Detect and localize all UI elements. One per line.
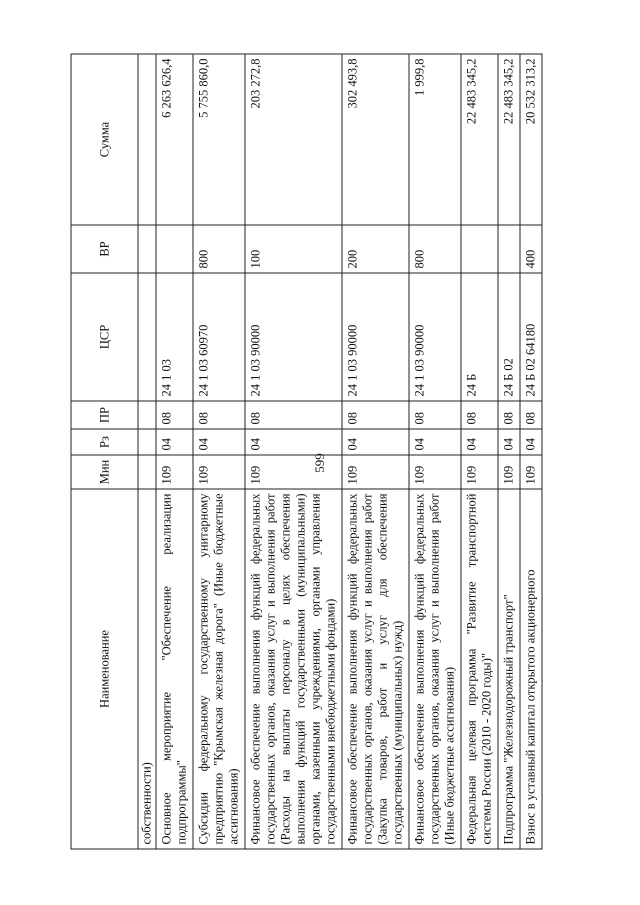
row-name: Федеральная целевая программа "Развитие транспортной системы России (2010 - 2020 годы)" — [461, 489, 498, 849]
row-sum: 6 263 626,4 — [156, 54, 193, 225]
row-vr: 200 — [342, 225, 409, 273]
row-name: Финансовое обеспечение выполнения функций федеральных государственных органов, оказания услуг и выполнения работ (Расходы на выплаты персоналу в целях обеспечения выполнения функций государственными (муниципальными) органами, казенными учреждениями, органами управления государственными внебюджетными фондами) — [245, 489, 342, 849]
row-pr: 08 — [245, 401, 342, 429]
row-cel: 24 1 03 90000 — [342, 273, 409, 401]
table-row — [245, 54, 342, 849]
row-vr — [461, 225, 498, 273]
row-cel: 24 1 03 90000 — [245, 273, 342, 401]
row-pr: 08 — [520, 401, 542, 429]
row-sum: 302 493,8 — [342, 54, 409, 225]
header-cel: ЦСР — [71, 273, 138, 401]
row-min: 109 — [461, 455, 498, 489]
row-vr — [498, 225, 520, 273]
row-pr: 08 — [461, 401, 498, 429]
row-rz: 04 — [193, 429, 245, 455]
row-cel: 24 Б — [461, 273, 498, 401]
row-rz: 04 — [245, 429, 342, 455]
row-min: 109 — [245, 455, 342, 489]
row-rz: 04 — [342, 429, 409, 455]
row-name: Финансовое обеспечение выполнения функций федеральных государственных органов, оказания услуг и выполнения работ (Закупка товаров, работ и услуг для обеспечения государственных (муниципальных) нужд) — [342, 489, 409, 849]
row-min: 109 — [193, 455, 245, 489]
row-vr: 400 — [520, 225, 542, 273]
header-vr: ВР — [71, 225, 138, 273]
row-cel: 24 Б 02 — [498, 273, 520, 401]
row-vr: 100 — [245, 225, 342, 273]
table-row — [520, 54, 542, 849]
carry-over-row — [138, 54, 156, 849]
row-name: Основное мероприятие "Обеспечение реализации подпрограммы" — [156, 489, 193, 849]
table-row — [342, 54, 409, 849]
header-min: Мин — [71, 455, 138, 489]
row-min: 109 — [409, 455, 461, 489]
table-row — [498, 54, 520, 849]
row-sum: 22 483 345,2 — [498, 54, 520, 225]
row-vr: 800 — [409, 225, 461, 273]
row-rz: 04 — [156, 429, 193, 455]
budget-table — [71, 54, 543, 850]
row-rz: 04 — [461, 429, 498, 455]
row-sum: 1 999,8 — [409, 54, 461, 225]
row-sum: 22 483 345,2 — [461, 54, 498, 225]
row-pr: 08 — [342, 401, 409, 429]
row-name: Взнос в уставный капитал открытого акционерного — [520, 489, 542, 849]
table-row — [193, 54, 245, 849]
row-sum: 203 272,8 — [245, 54, 342, 225]
row-cel: 24 1 03 90000 — [409, 273, 461, 401]
row-sum: 5 755 860,0 — [193, 54, 245, 225]
header-sum: Сумма — [71, 54, 138, 225]
table-row — [409, 54, 461, 849]
row-name: Финансовое обеспечение выполнения функций федеральных государственных органов, оказания услуг и выполнения работ (Иные бюджетные ассигнования) — [409, 489, 461, 849]
row-vr: 800 — [193, 225, 245, 273]
row-rz: 04 — [498, 429, 520, 455]
row-min: 109 — [342, 455, 409, 489]
row-cel: 24 1 03 60970 — [193, 273, 245, 401]
row-cel: 24 1 03 — [156, 273, 193, 401]
row-rz: 04 — [520, 429, 542, 455]
header-rz: Рз — [71, 429, 138, 455]
row-name: Подпрограмма "Железнодорожный транспорт" — [498, 489, 520, 849]
row-pr: 08 — [193, 401, 245, 429]
rotated-page-content — [71, 55, 571, 850]
row-pr: 08 — [156, 401, 193, 429]
row-pr: 08 — [409, 401, 461, 429]
carry-over-text: собственности) — [138, 489, 156, 849]
row-pr: 08 — [498, 401, 520, 429]
row-cel: 24 Б 02 64180 — [520, 273, 542, 401]
header-name: Наименование — [71, 489, 138, 849]
row-min: 109 — [520, 455, 542, 489]
row-min: 109 — [498, 455, 520, 489]
table-row — [156, 54, 193, 849]
row-name: Субсидии федеральному государственному унитарному предприятию "Крымская железная дорога" (Иные бюджетные ассигнования) — [193, 489, 245, 849]
page-number: 599 — [312, 453, 327, 473]
table-header-row — [71, 54, 138, 849]
row-vr — [156, 225, 193, 273]
row-min: 109 — [156, 455, 193, 489]
table-row — [461, 54, 498, 849]
row-rz: 04 — [409, 429, 461, 455]
row-sum: 20 532 313,2 — [520, 54, 542, 225]
header-pr: ПР — [71, 401, 138, 429]
